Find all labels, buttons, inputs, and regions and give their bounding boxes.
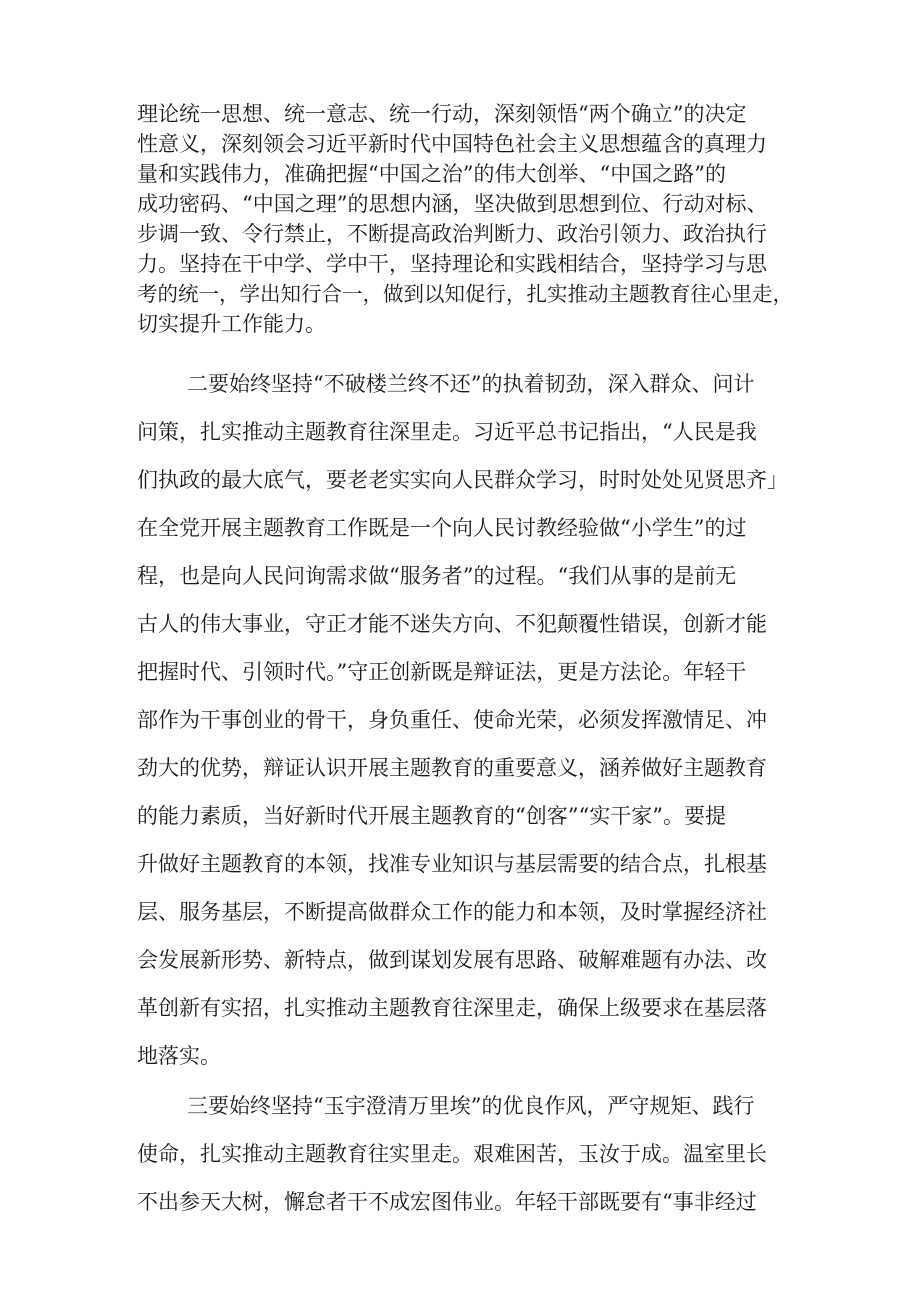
text-line: 使命，扎实推动主题教育往实里走。艰难困苦，玉汝于成。温室里长 bbox=[137, 1142, 767, 1166]
text-line: 理论统一思想、统一意志、统一行动，深刻领悟“两个确立”的决定 bbox=[137, 102, 747, 126]
text-line: 量和实践伟力，准确把握“中国之治”的伟大创举、“中国之路”的 bbox=[137, 162, 726, 186]
text-line: 二要始终坚持“不破楼兰终不还”的执着韧劲，深入群众、问计 bbox=[187, 372, 755, 396]
text-line: 程，也是向人民问询需求做“服务者”的过程。“我们从事的是前无 bbox=[137, 564, 737, 588]
text-line: 在全党开展主题教育工作既是一个向人民讨教经验做“小学生”的过 bbox=[137, 516, 747, 540]
text-line: 层、服务基层，不断提高做群众工作的能力和本领，及时掌握经济社 bbox=[137, 900, 767, 924]
text-line: 性意义，深刻领会习近平新时代中国特色社会主义思想蕴含的真理力 bbox=[137, 132, 767, 156]
text-line: 力。坚持在干中学、学中干，坚持理论和实践相结合，坚持学习与思 bbox=[137, 252, 767, 276]
text-line: 步调一致、令行禁止，不断提高政治判断力、政治引领力、政治执行 bbox=[137, 222, 767, 246]
text-line: 部作为干事创业的骨干，身负重任、使命光荣，必须发挥激情足、冲 bbox=[137, 708, 767, 732]
text-line: 问策，扎实推动主题教育往深里走。习近平总书记指出，“人民是我 bbox=[137, 420, 757, 444]
text-line: 劲大的优势，辩证认识开展主题教育的重要意义，涵养做好主题教育 bbox=[137, 756, 767, 780]
text-line: 会发展新形势、新特点，做到谋划发展有思路、破解难题有办法、改 bbox=[137, 948, 767, 972]
text-line: 的能力素质，当好新时代开展主题教育的“创客”“实干家”。要提 bbox=[137, 804, 726, 828]
text-line: 把握时代、引领时代。”守正创新既是辩证法，更是方法论。年轻干 bbox=[137, 660, 747, 684]
text-line: 古人的伟大事业，守正才能不迷失方向、不犯颠覆性错误，创新才能 bbox=[137, 612, 767, 636]
text-line: 不出参天大树，懈怠者干不成宏图伟业。年轻干部既要有“事非经过 bbox=[137, 1190, 757, 1214]
text-line: 切实提升工作能力。 bbox=[137, 312, 326, 336]
text-line: 升做好主题教育的本领，找准专业知识与基层需要的结合点，扎根基 bbox=[137, 852, 767, 876]
text-line: 三要始终坚持“玉宇澄清万里埃”的优良作风，严守规矩、践行 bbox=[187, 1094, 755, 1118]
text-line: 成功密码、“中国之理”的思想内涵，坚决做到思想到位、行动对标、 bbox=[137, 192, 768, 216]
text-line: 们执政的最大底气，要老老实实向人民群众学习，时时处处见贤思齐」 bbox=[137, 468, 788, 492]
text-line: 地落实。 bbox=[137, 1044, 221, 1068]
text-line: 革创新有实招，扎实推动主题教育往深里走，确保上级要求在基层落 bbox=[137, 996, 767, 1020]
text-line: 考的统一，学出知行合一，做到以知促行，扎实推动主题教育往心里走， bbox=[137, 282, 793, 306]
